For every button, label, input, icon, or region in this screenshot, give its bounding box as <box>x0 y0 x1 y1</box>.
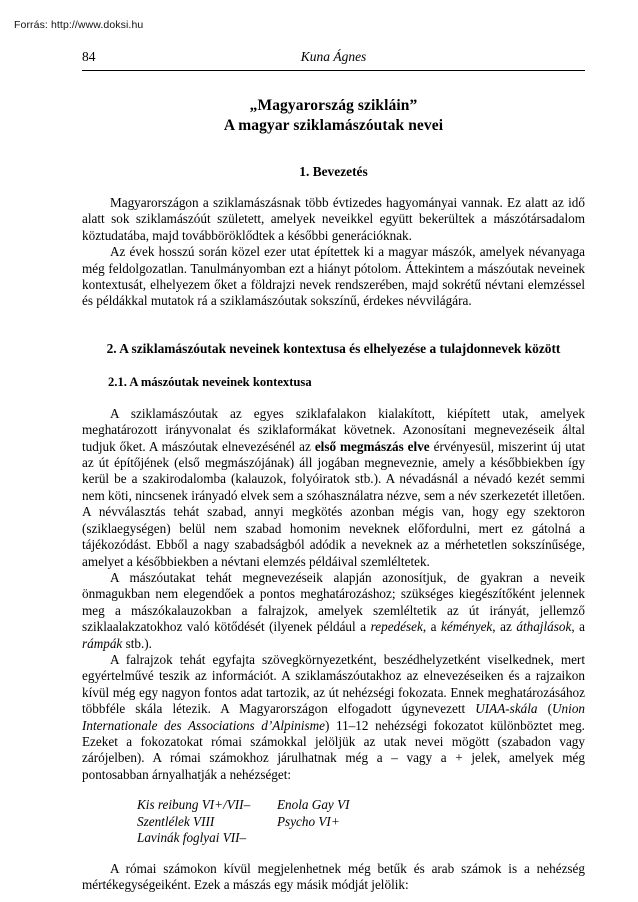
article-title-sub: A magyar sziklamászóutak nevei <box>223 117 444 134</box>
title-block <box>82 96 585 136</box>
paragraph-4-end: stb.). <box>122 635 152 651</box>
paragraph-6: A római számokon kívül megjelenhetnek még betűk és arab számok is a nehézség mértékegységeiként. Ezek a mászás egy másik módját jelölik: <box>82 860 585 893</box>
section-heading-2: 2. A sziklamászóutak neveinek kontextusa és elhelyezése a tulajdonnevek között <box>106 340 561 356</box>
source-watermark: Forrás: http://www.doksi.hu <box>14 19 144 31</box>
article-title-main: „Magyarország szikláin” <box>249 97 418 114</box>
route-example-list <box>137 797 585 847</box>
paragraph-5-part-1: A falrajzok tehát egyfajta szövegkörnyezetként, beszédhelyzetként viselkednek, mert egyértelművé teszik az információt. A sziklamászóutakhoz az elnevezéseiken és a rajzaikon kívül még egy nagyon fontos adat tartozik, az út nehézségi fokozata. Ennek meghatározásához többféle skála létezik. A Magyarországon elfogadott úgynevezett <box>82 651 585 717</box>
term-uiaa-full-name: Union Internationale des Associations d’Alpinisme <box>82 701 585 733</box>
route-name-left-2: Szentlélek VIII <box>137 813 215 829</box>
term-rampak: rámpák <box>82 635 123 651</box>
route-name-left-1: Kis reibung VI+/VII– <box>137 797 251 813</box>
running-head <box>82 48 585 67</box>
paragraph-5-mid-1: ( <box>537 701 553 717</box>
header-rule <box>82 70 585 71</box>
route-example-row <box>137 830 585 847</box>
paragraph-3 <box>82 406 585 570</box>
paragraph-4-part-1: A mászóutakat tehát megnevezéseik alapján azonosítjuk, de gyakran a neveik önmagukban nem elegendőek a pontos meghatározáshoz; szükséges kiegészítőként jelennek meg a mászókalauzokban a falrajzok, amelyek szemléltetik az út irányát, jellemző sziklaalakzatokhoz való kötődését (ilyenek például a <box>82 569 585 635</box>
section-heading-1: 1. Bevezetés <box>299 164 368 179</box>
paragraph-4-mid-2: , az <box>492 619 517 635</box>
subsection-heading-2-1: 2.1. A mászóutak neveinek kontextusa <box>108 374 312 389</box>
route-name-right-2: Psycho VI+ <box>277 813 340 829</box>
paragraph-4 <box>82 570 585 652</box>
term-kemenyek: kémények <box>441 619 493 635</box>
route-example-row <box>137 814 585 831</box>
term-uiaa-skala: UIAA-skála <box>475 701 538 717</box>
paragraph-1: Magyarországon a sziklamászásnak több évtizedes hagyományai vannak. Ez alatt az idő alatt sok sziklamászóút született, amelyek neveikkel együtt bekerültek a mászótársadalom köztudatába, majd továbböröklődtek a későbbi generációknak. <box>82 195 585 243</box>
route-example-row <box>137 797 585 814</box>
route-name-right-3 <box>277 830 457 847</box>
running-head-title: Kuna Ágnes <box>300 49 367 64</box>
page-number: 84 <box>82 49 96 64</box>
page-content <box>82 48 585 894</box>
paragraph-4-mid-1: , a <box>422 619 442 635</box>
paragraph-2: Az évek hosszú során közel ezer utat építettek ki a magyar mászók, amelyek névanyaga még feldolgozatlan. Tanulmányomban ezt a hiányt pótolom. Áttekintem a mászóutak neveinek kontextusát, elhelyezem őket a földrajzi nevek rendszerében, majd sokrétű névtani elemzéssel és példákkal mutatok rá a sziklamászóutak sokszínű, érdekes névvilágára. <box>82 244 585 309</box>
route-name-right-1: Enola Gay VI <box>277 797 350 813</box>
paragraph-3-part-1: A sziklamászóutak az egyes sziklafalakon kialakított, kiépített utak, amelyek meghatározott irányvonalat és sziklaformákat követnek. Azonosítani megnevezéseik által tudjuk őket. A mászóutak elnevezésénél az <box>82 405 585 454</box>
paragraph-5 <box>82 652 585 783</box>
paragraph-5-end: ) 11–12 nehézségi fokozatot különböztet meg. Ezeket a fokozatokat római számokkal jelöljük az utak nevei mögött (szabadon vagy zárójelben). A római számokhoz járulhatnak még a – vagy a + jelek, amelyek még pontosabban árnyalhatják a nehézséget: <box>82 717 585 782</box>
route-name-left-3: Lavinák foglyai VII– <box>137 830 247 846</box>
term-athajlasok: áthajlások <box>516 619 572 635</box>
emphasis-elso-megmaszas-elve: első megmászás elve <box>314 438 430 454</box>
paragraph-3-part-2: érvényesül, miszerint új utat az út építőjének (első megmászójának) áll jogában megneveznie, amely a későbbiekben így kerül be a szakirodalomba (kalauzok, folyóiratok stb.). A névadásnál a névadó kezét semmi nem köti, nincsenek irányadó elvek sem a szóhasználatra nézve, sem a név szerkezetét illetően. A névválasztás tehát szabad, annyi megkötés azonban mégis van, hogy egy szektoron (sziklaegységen) belül nem szabad homonim neveknek előfordulni, mert ez gátolná a tájékozódást. Ebből a nagy szabadságból adódik a neveknek az a mérhetetlen sokszínűsége, amelyet a későbbiekben a névtani elemzés példáival szemléltetek. <box>82 438 585 569</box>
paragraph-4-mid-3: , a <box>571 619 585 635</box>
term-repedesek: repedések <box>370 619 423 635</box>
